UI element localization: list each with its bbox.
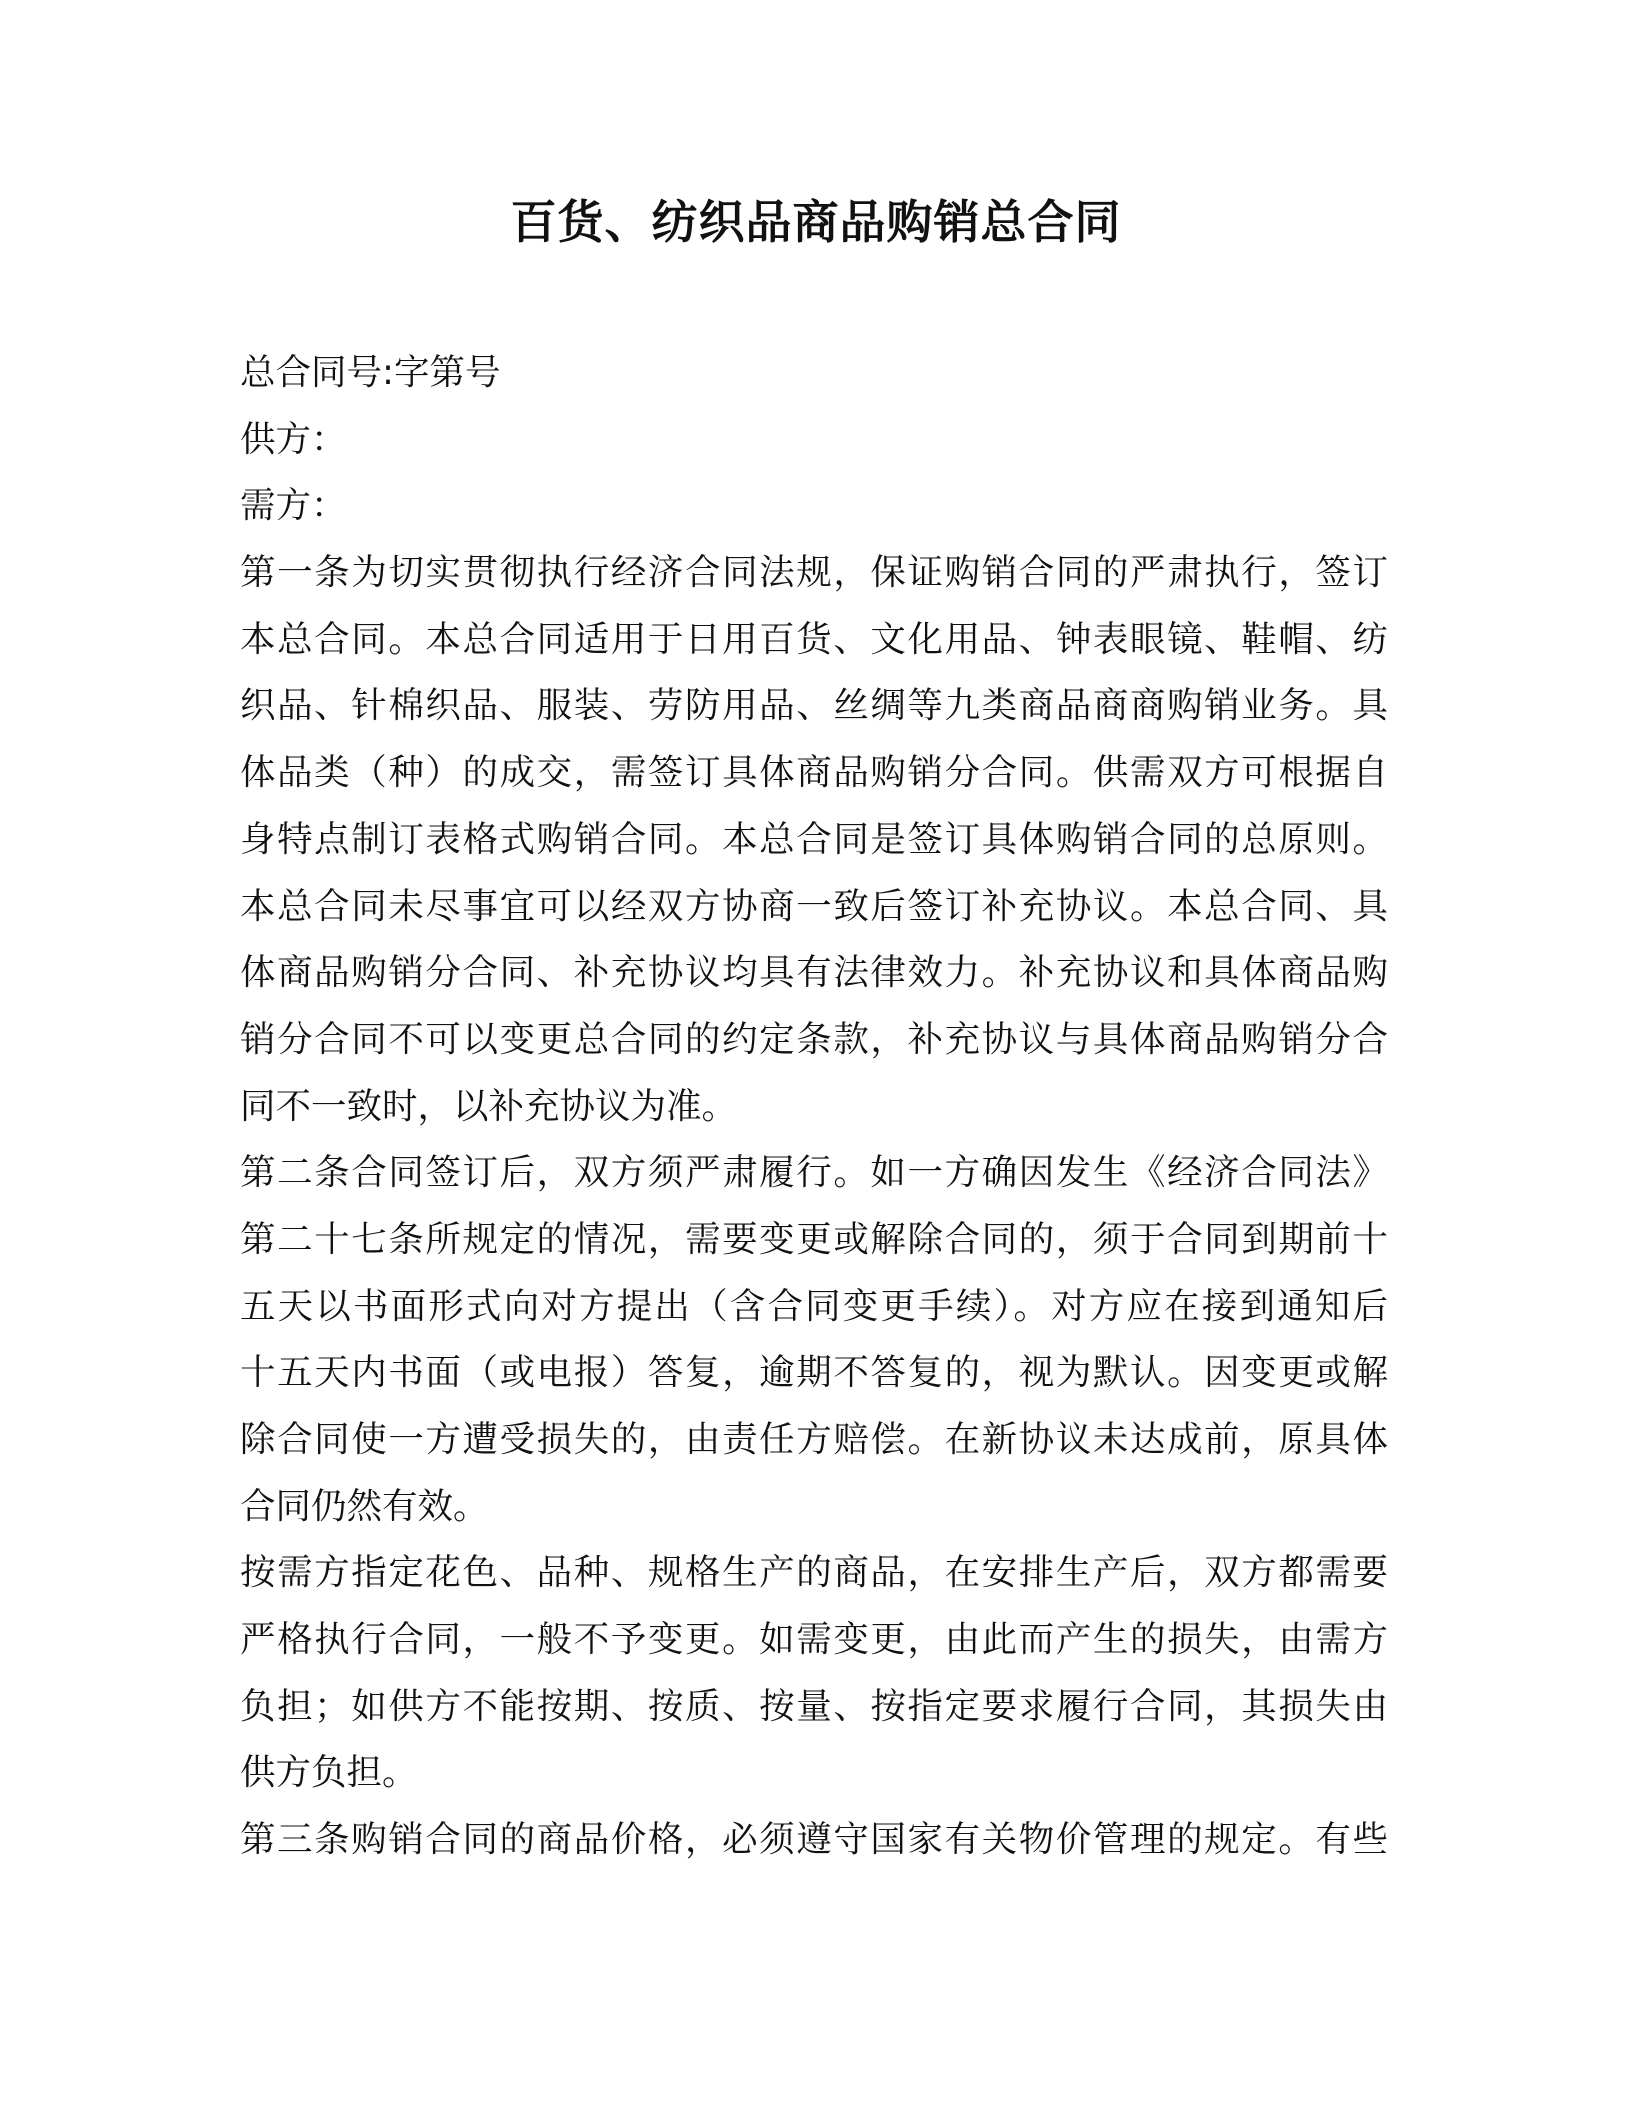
body-line: 负担；如供方不能按期、按质、按量、按指定要求履行合同，其损失由 [240,1685,1388,1727]
body-line: 第一条为切实贯彻执行经济合同法规，保证购销合同的严肃执行，签订 [240,552,1388,594]
body-line: 身特点制订表格式购销合同。本总合同是签订具体购销合同的总原则。 [240,818,1388,860]
body-line: 五天以书面形式向对方提出（含合同变更手续）。对方应在接到通知后 [240,1285,1388,1327]
clauses [240,540,1388,1874]
body-line: 本总合同。本总合同适用于日用百货、文化用品、钟表眼镜、鞋帽、纺 [240,618,1388,660]
body-line: 第二条合同签订后，双方须严肃履行。如一方确因发生《经济合同法》 [240,1152,1388,1194]
body-line: 第三条购销合同的商品价格，必须遵守国家有关物价管理的规定。有些 [240,1819,1388,1861]
supplier-line: 供方： [240,418,347,460]
body-line: 第二十七条所规定的情况，需要变更或解除合同的，须于合同到期前十 [240,1218,1388,1260]
body-line: 除合同使一方遭受损失的，由责任方赔偿。在新协议未达成前，原具体 [240,1419,1388,1460]
body-line: 体品类（种）的成交，需签订具体商品购销分合同。供需双方可根据自 [240,752,1388,794]
body-line: 按需方指定花色、品种、规格生产的商品，在安排生产后，双方都需要 [240,1552,1388,1594]
buyer-line: 需方： [240,485,347,527]
body-line: 销分合同不可以变更总合同的约定条款，补充协议与具体商品购销分合 [240,1018,1388,1060]
body-line: 体商品购销分合同、补充协议均具有法律效力。补充协议和具体商品购 [240,952,1388,994]
body-line: 织品、针棉织品、服装、劳防用品、丝绸等九类商品商商购销业务。具 [240,685,1388,727]
contract-number-line: 总合同号:字第号 [240,352,501,393]
body-line: 供方负担。 [240,1752,418,1794]
body-line: 合同仍然有效。 [240,1485,489,1527]
document-title: 百货、纺织品商品购销总合同 [510,195,1122,249]
body-line: 严格执行合同，一般不予变更。如需变更，由此而产生的损失，由需方 [240,1619,1388,1661]
body-line: 本总合同未尽事宜可以经双方协商一致后签订补充协议。本总合同、具 [240,885,1388,927]
body-line: 同不一致时，以补充协议为准。 [240,1085,738,1127]
document-body [240,340,1388,1874]
body-line: 十五天内书面（或电报）答复，逾期不答复的，视为默认。因变更或解 [240,1352,1388,1394]
